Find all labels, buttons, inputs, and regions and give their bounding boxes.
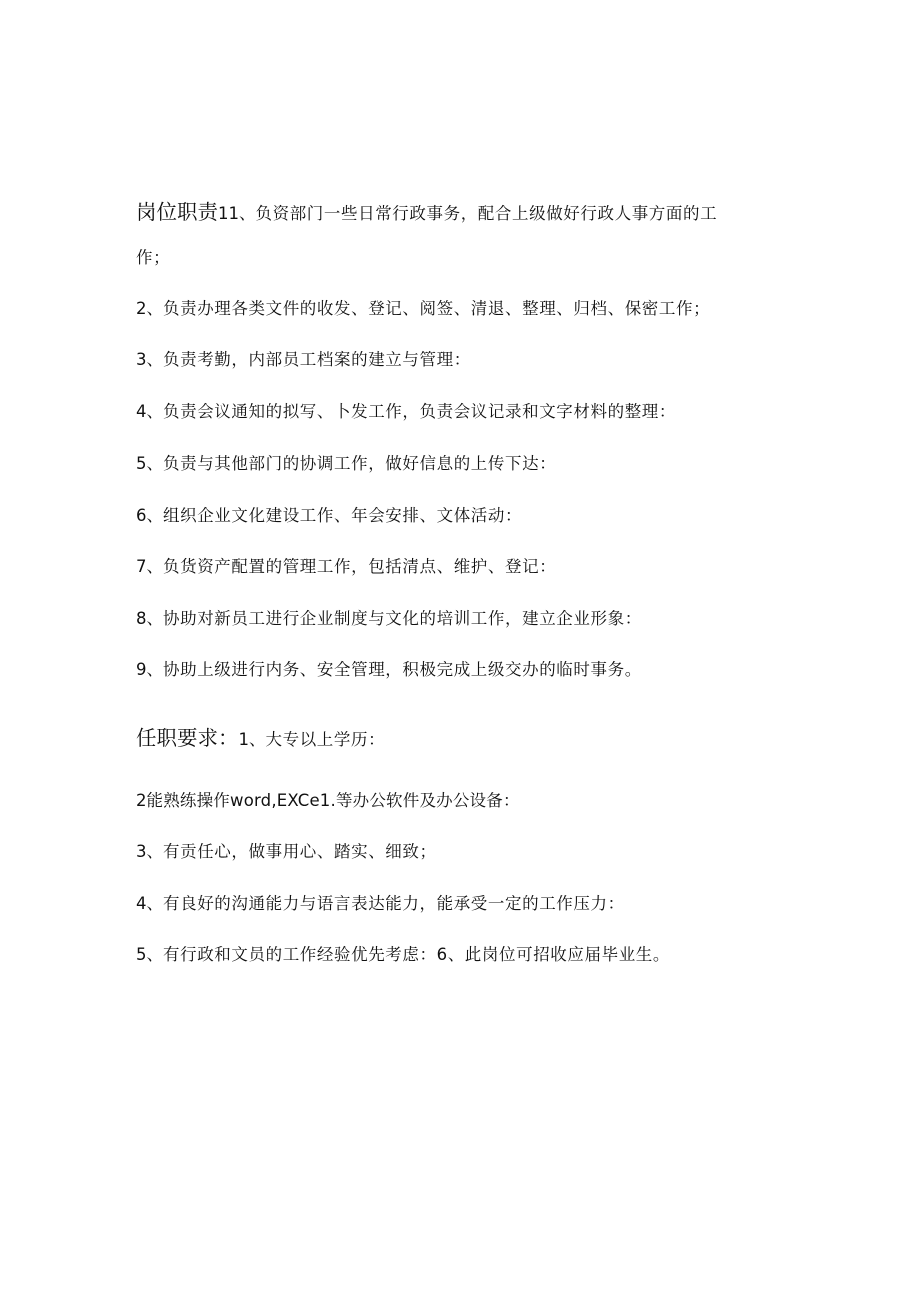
- requirement-item-3: [136, 840, 437, 864]
- item-number: 3、: [136, 350, 163, 369]
- item-text: 作；: [136, 248, 171, 267]
- responsibility-item-9: [136, 658, 642, 682]
- requirement-item-2: [136, 789, 520, 813]
- responsibility-line-1-continued: [136, 246, 170, 270]
- item-text: 负责与其他部门的协调工作，做好信息的上传下达：: [163, 454, 557, 473]
- item-text: 组织企业文化建设工作、年会安排、文体活动：: [163, 506, 523, 525]
- item-text: 有良好的沟通能力与语言表达能力，能承受一定的工作压力：: [163, 894, 625, 913]
- item-text: 负资部门一些日常行政事务，配合上级做好行政人事方面的工: [255, 204, 718, 223]
- item-number: 5、: [136, 454, 163, 473]
- item-number: 3、: [136, 842, 163, 861]
- item-text: 有行政和文员的工作经验优先考虑：6、此岗位可招收应届毕业生。: [163, 945, 670, 964]
- responsibility-item-7: [136, 555, 556, 579]
- item-text: 负责办理各类文件的收发、登记、阅签、清退、整理、归档、保密工作；: [163, 299, 711, 318]
- item-number: 2: [136, 791, 147, 810]
- item-number: 11、: [218, 204, 256, 223]
- item-number: 1、: [238, 730, 266, 749]
- requirement-item-4: [136, 892, 625, 916]
- item-number: 2、: [136, 299, 163, 318]
- item-number: 4、: [136, 894, 163, 913]
- item-number: 4、: [136, 402, 163, 421]
- item-number: 9、: [136, 660, 163, 679]
- item-text: 协助上级进行内务、安全管理，积极完成上级交办的临时事务。: [163, 660, 642, 679]
- responsibility-line-1: [136, 200, 717, 226]
- item-text: 有贡任心，做事用心、踏实、细致；: [163, 842, 437, 861]
- item-number: 8、: [136, 609, 163, 628]
- requirements-heading: 任职要求：: [136, 726, 239, 750]
- item-text: 协助对新员工进行企业制度与文化的培训工作，建立企业形象：: [163, 609, 642, 628]
- requirement-line-1: [136, 726, 385, 752]
- requirement-item-5: [136, 943, 670, 967]
- responsibility-item-2: [136, 297, 710, 321]
- responsibility-item-8: [136, 607, 642, 631]
- responsibility-item-3: [136, 348, 471, 372]
- responsibilities-heading: 岗位职责: [136, 200, 218, 224]
- item-text: 大专以上学历：: [265, 730, 386, 749]
- item-text: 负货资产配置的管理工作，包括清点、维护、登记：: [163, 557, 557, 576]
- responsibility-item-4: [136, 400, 676, 424]
- item-number: 6、: [136, 506, 163, 525]
- responsibility-item-5: [136, 452, 556, 476]
- item-number: 7、: [136, 557, 163, 576]
- responsibility-item-6: [136, 504, 522, 528]
- item-text: 负责考勤，内部员工档案的建立与管理：: [163, 350, 471, 369]
- item-text: 负责会议通知的拟写、卜发工作，负责会议记录和文字材料的整理：: [163, 402, 676, 421]
- item-number: 5、: [136, 945, 163, 964]
- item-text: 能熟练操作word,EXCe1.等办公软件及办公设备：: [146, 791, 520, 810]
